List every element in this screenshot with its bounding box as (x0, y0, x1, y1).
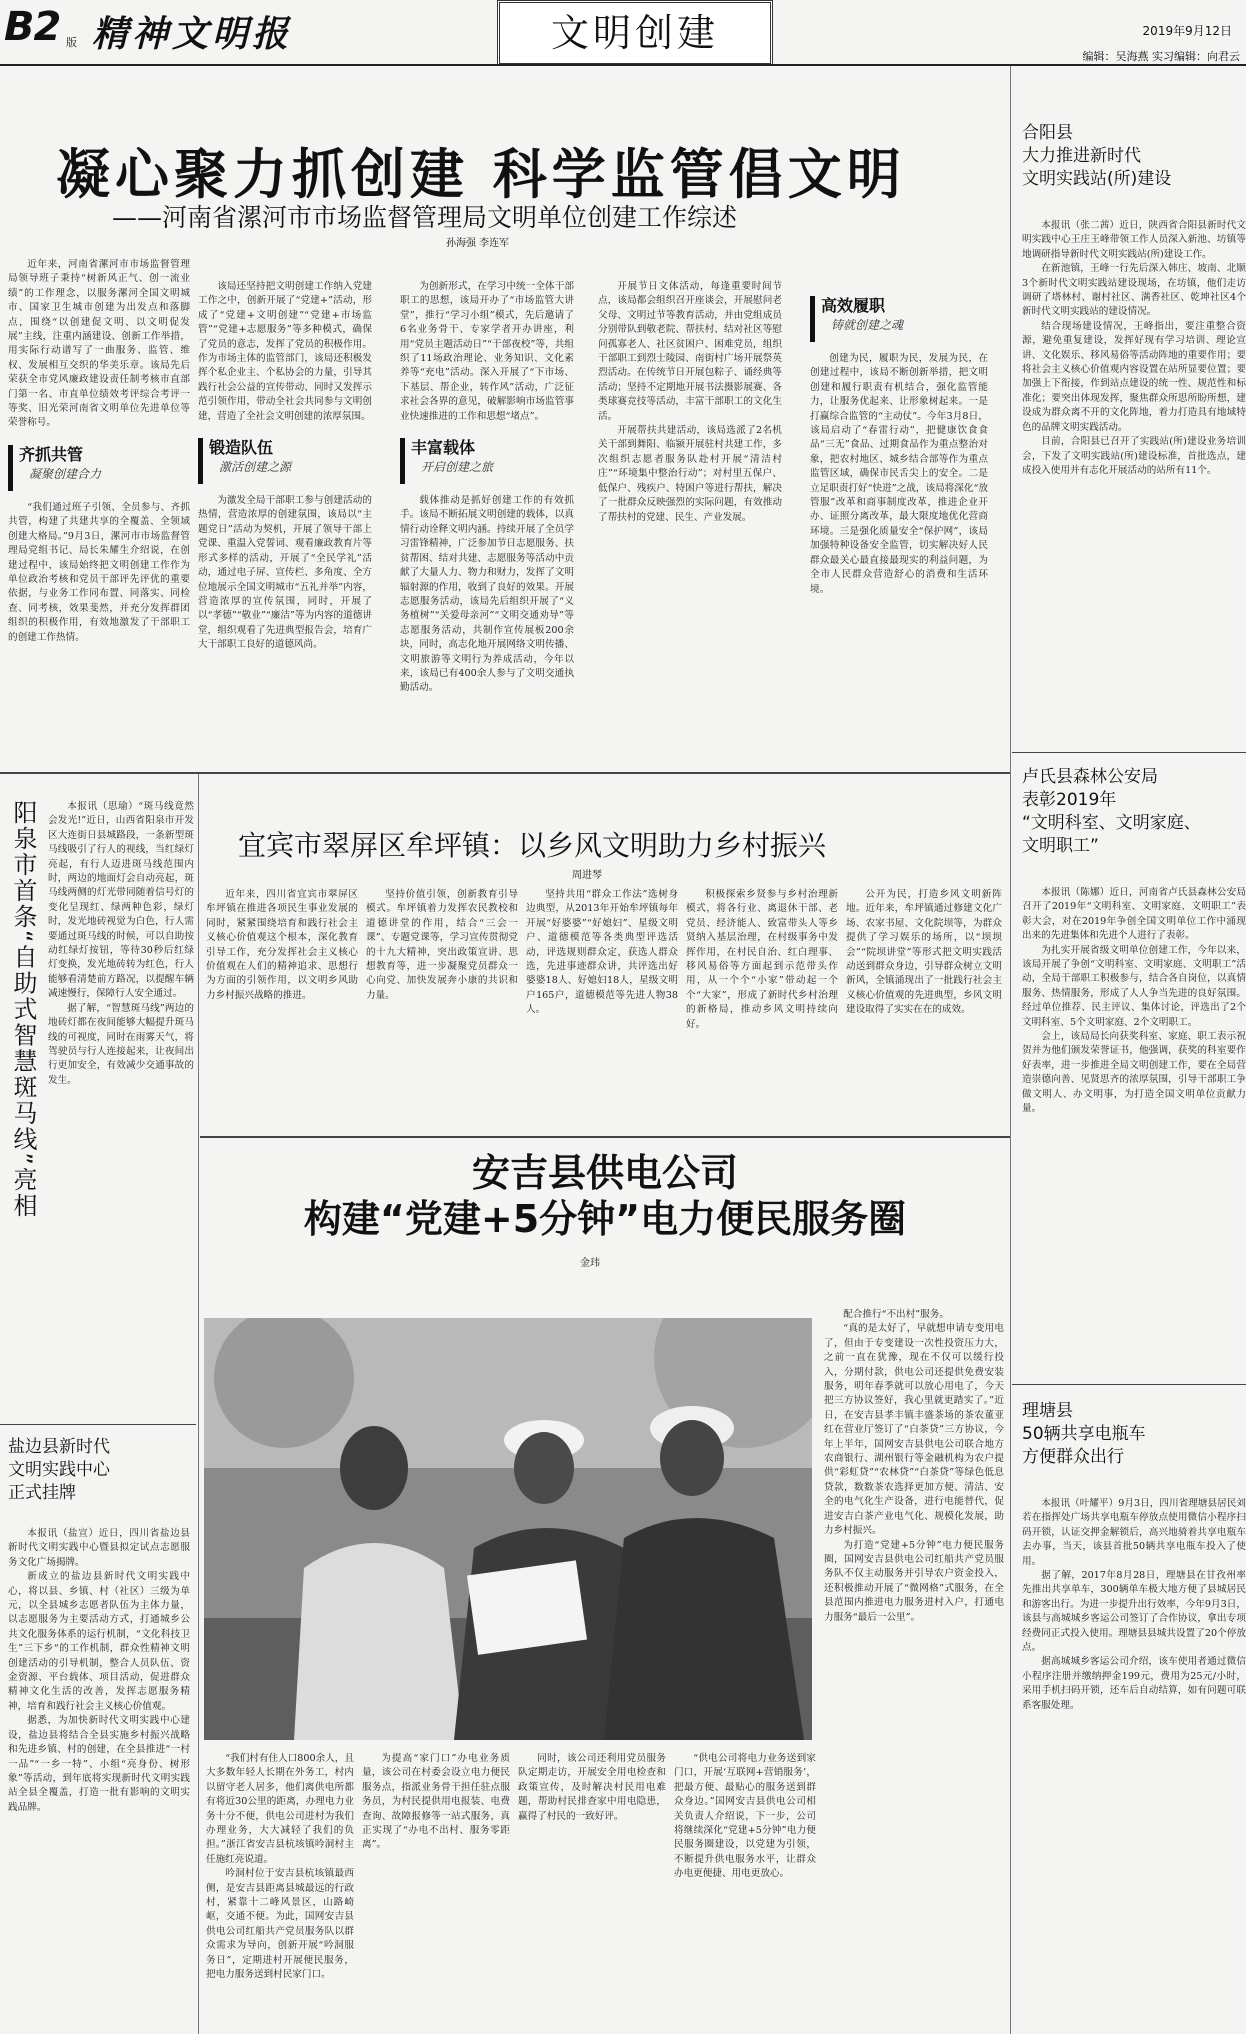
right-brief-3 (1022, 1400, 1246, 1713)
paragraph: 据了解，“智慧斑马线”两边的地砖灯都在夜间能够大幅提升斑马线的可视度，同时在雨雾天气，将驾驶员与行人连接起来，让夜间出行更加安全，有效减少交通事故的发生。 (48, 1002, 194, 1086)
paragraph: 坚持共用“群众工作法”选树身边典型，从2013年开始牟坪镇每年开展“好婆婆”“好媳妇”、星级文明户、道德模范等各类典型评选活动，评选规则群众定，获选人群众选，先进事迹群众讲，共评选出好婆婆18人、好媳妇18人，星级文明户165户，道德模范等先进人物38人。 (526, 889, 678, 1016)
paragraph: 结合现场建设情况，王峰指出，要注重整合资源，避免重复建设，发挥好现有学习培训、理论宣讲、文化娱乐、移风易俗等活动阵地的重要作用；要将社会主义核心价值观内容设置在站所显要位置；要加强上下衔接，作到站点建设的统一性、规范性和标准化；要突出体现发挥，聚焦群众所思所盼所想，建设成为群众离不开的文化阵地，着力打造具有地域特色的品牌文明实践活动。 (1022, 320, 1246, 433)
brief-divider (1012, 752, 1246, 753)
lead-column-1 (8, 258, 190, 645)
subhead-sub: 凝聚创建合力 (29, 466, 102, 481)
paragraph: 近年来，四川省宜宾市翠屏区牟坪镇在推进各项民生事业发展的同时，紧紧围绕培育和践行社会主义核心价值观这个根本，深化教育引导工作，充分发挥社会主义核心价值观在人们的精神追求、思想行为方面的引领作用，以文明乡风助力乡村振兴战略的推进。 (206, 889, 358, 1001)
third-headline-line-1: 安吉县供电公司 (471, 1151, 738, 1195)
third-column-top (824, 1308, 1004, 1625)
editors-credit: 编辑：吴海燕 实习编辑：向君云 (1082, 50, 1240, 63)
subhead-sub: 铸就创建之魂 (831, 318, 904, 332)
paragraph: 据高城城乡客运公司介绍，该车使用者通过微信小程序注册并缴纳押金199元，费用为25元/小时，采用手机扫码开锁，还车后自动结算，如有问题可联系客服处理。 (1022, 1656, 1246, 1711)
paragraph: 会上，该局局长向获奖科室、家庭、职工表示祝贺并为他们颁发荣誉证书，他强调，获奖的科室要作好表率，进一步推进全局文明创建工作，要在全局营造崇德向善、见贤思齐的浓厚氛围，引导干部职工争做文明人、办文明事，为打造全国文明单位贡献力量。 (1022, 1031, 1246, 1115)
paragraph: 新成立的盐边县新时代文明实践中心，将以县、乡镇、村（社区）三级为单元，以全县城乡志愿者队伍为主体力量，以志愿服务为主要活动方式，打通城乡公共文化服务体系的运行机制，“文化科技卫生”三下乡“的工作机制，群众性精神文明创建活动的引导机制，整合人员队伍、资金资源、平台载体、项目活动，促进群众精神文化生活的改善，发挥志愿服务精神，培育和践行社会主义核心价值观。 (8, 1571, 190, 1712)
subhead-title: 锻造队伍 (209, 438, 274, 458)
paragraph: 配合推行“不出村”服务。 (843, 1309, 949, 1320)
lead-subheadline: ——河南省漯河市市场监督管理局文明单位创建工作综述 (112, 203, 738, 232)
paragraph: 开展节日文体活动，每逢重要时间节点，该局都会组织召开座谈会，开展慰问老父母、文明过节等教育活动，并由党组成员分别带队到敬老院、帮扶村、结对社区等慰问孤寡老人、社区贫困户、困难党员，组织干部职工到烈士陵园、南街村广场开展祭英烈活动。在传统节日开展包粽子、诵经典等活动；坚持不定期地开展书法摄影展赛、各类球赛竞技等活动，丰富干部职工的文化生活。 (598, 281, 782, 422)
photo-illustration (204, 1318, 812, 1740)
brief-body (1022, 1497, 1246, 1713)
column-rule (1010, 66, 1011, 2034)
third-column-3 (518, 1752, 666, 1824)
paragraph: 本报讯（陈娜）近日，河南省卢氏县森林公安局召开了2019年“文明科室、文明家庭、文明职工”表彰大会，对在2019年争创全国文明单位工作中涌现出来的先进集体和先进个人进行了表彰。 (1022, 887, 1246, 942)
right-brief-1 (1022, 122, 1246, 478)
issue-date: 2019年9月12日 (1142, 24, 1232, 38)
subhead (8, 445, 190, 491)
second-byline: 周进琴 (572, 870, 602, 881)
lead-column-4 (598, 280, 782, 525)
paragraph: 同时，该公司还利用党员服务队定期走访，开展安全用电检查和政策宣传，及时解决村民用电难题，帮助村民排查家中用电隐患，赢得了村民的一致好评。 (518, 1753, 666, 1822)
third-headline-line-2: 构建“党建+5分钟”电力便民服务圈 (303, 1197, 907, 1241)
second-column-5 (846, 888, 1002, 1018)
second-column-1 (206, 888, 358, 1003)
subhead (198, 438, 372, 484)
subhead-sub: 开启创建之旅 (421, 460, 494, 475)
paragraph: 积极探索乡贤参与乡村治理新模式，将各行业、离退休干部、老党员、经济能人、致富带头人等乡贤纳入基层治理，在村级事务中发挥作用，在村民自治、红白理事、移风易俗等方面起到示范带头作用，从一个个“小家”带动起一个个“大家”，形成了新时代乡村治理的新格局，推动乡风文明持续向好。 (686, 889, 838, 1030)
brief-divider (1012, 1384, 1246, 1385)
paragraph: 本报讯（叶耀平）9月3日，四川省理塘县居民刘若在指挥处广场共享电瓶车停放点使用微信小程序扫码开锁，认证交押金解锁后，高兴地骑着共享电瓶车去办事，当天，该县首批50辆共享电瓶车投入了使用。 (1022, 1498, 1246, 1567)
paragraph: 据悉，为加快新时代文明实践中心建设，盐边县将结合全县实施乡村振兴战略和先进乡镇、村的创建，在全县推进“一村一品”“一乡一特”、小组“亮身份、树形象”等活动，到年底将实现新时代文明实践站全县全覆盖，打造一批有影响的文明实践品牌。 (8, 1715, 190, 1813)
second-headline: 宜宾市翠屏区牟坪镇：以乡风文明助力乡村振兴 (238, 829, 827, 862)
paragraph: 本报讯（张二茜）近日，陕西省合阳县新时代文明实践中心王庄王峰带领工作人员深入新池、坊镇等地调研指导新时代文明实践站(所)建设工作。 (1022, 220, 1246, 260)
subhead-sub: 激活创建之源 (219, 460, 292, 475)
second-column-3 (526, 888, 678, 1018)
paragraph: 近年来，河南省漯河市市场监督管理局领导班子秉持“树新风正气、创一流业绩”的工作理念，以服务漯河全国文明城市、国家卫生城市创建为出发点和落脚点，围绕“以创建促文明、以文明促发展”主线，注重内涵建设、创新工作举措，用实际行动谱写了一曲服务、监管、维权、发展相互交织的华美乐章。该局先后荣获全市党风廉政建设责任制考核市直部门第一名、市直单位绩效考评综合考评一等奖、旧光荣河南省文明单位先进单位等荣誉称号。 (8, 259, 190, 429)
brief-divider (0, 1424, 196, 1425)
subhead (400, 438, 574, 484)
paragraph: 在新池镇，王峰一行先后深入韩庄、坡南、北顺3个新时代文明实践站建设现场，在坊镇，他们走访调研了塔林村、谢村社区、满香社区、乾坤社区4个新时代文明实践站的建设情况。 (1022, 263, 1246, 318)
paragraph: 为创新形式，在学习中统一全体干部职工的思想，该局开办了“市场监管大讲堂”，推行“学习小组”模式，先后邀请了6名业务骨干、专家学者开办讲座，利用“党员主题活动日”“干部夜校”等，共组织了11场政治理论、业务知识、文化素养等“充电”活动。深入开展了“下市场、下基层、帮企业，转作风”活动，广泛征求社会各界的意见，破解影响市场监管事业快速推进的工作和思想“堵点”。 (400, 281, 574, 422)
subhead-title: 齐抓共管 (19, 444, 84, 464)
subhead-title: 丰富载体 (411, 438, 476, 458)
brief-headline: 卢氏县森林公安局 表彰2019年 “文明科室、文明家庭、 文明职工” (1022, 767, 1201, 856)
second-column-4 (686, 888, 838, 1032)
lead-column-2 (198, 280, 372, 653)
second-column-2 (366, 888, 518, 1003)
masthead-rule (0, 64, 1246, 66)
third-column-2 (362, 1752, 510, 1853)
paragraph: “我们通过班子引领、全员参与、齐抓共管，构建了共建共享的全覆盖、全领域创建大格局。”9月3日，漯河市市场监督管理局党组书记、局长朱耀生介绍说，在创建过程中，该局始终把文明创建工作作为单位政治考核和党员干部评先评优的重要依据，与业务工作同布置、同落实、同检查、同考核，效果斐然，并充分发挥群团组织的积极作用，有效地激发了干部职工的创建工作热情。 (8, 501, 190, 643)
paragraph: “真的是太好了，早就想申请专变用电了，但由于专变建设一次性投资压力大，之前一直在犹豫，现在不仅可以缓行投入，分期付款，供电公司还提供免费安装服务，明年春季就可以放心用电了，今天把三方协议签好，我心里就更踏实了。”近日，在安吉县孝丰镇丰盛茶场的茶农董亚红在营业厅签订了“白茶贷”三方协议，今年上半年，国网安吉县供电公司联合地方农商银行、湖州银行等金融机构为农户提供“彩虹贷”“农林贷”“白茶贷”等绿色低息贷款，数数茶农选择更加方便、清洁、安全的电气化生产设备，进行电能替代，促进安吉白茶产业电气化、规模化发展，助力乡村振兴。 (824, 1323, 1004, 1537)
third-column-1 (206, 1752, 354, 1983)
paragraph: 载体推动是抓好创建工作的有效抓手。该局不断拓展文明创建的载体，以真情行动诠释文明内涵。持续开展了全员学习雷锋精神，广泛参加节日志愿服务、扶贫帮困、结对共建、志愿服务等活动中贡献了大量人力、物力和财力，发挥了文明辐射源的作用，收到了良好的效果。开展志愿服务活动，该局先后组织开展了“义务植树”“关爱母亲河”“文明交通劝导”等志愿服务活动，共制作宣传展板200余块，同时，高志化地开展网络文明传播、文明旅游等文明行为养成活动，今年以来，该局已有400余人参与了文明交通执勤活动。 (400, 495, 574, 694)
paragraph: “供电公司将电力业务送到家门口，开展‘互联网+营销服务’，把最方便、最贴心的服务送到群众身边。”国网安吉县供电公司相关负责人介绍说，下一步，公司将继续深化“党建+5分钟”电力便民服务圈建设，以党建为引领，不断提升供电服务水平，让群众办电更便捷、用电更放心。 (674, 1753, 816, 1880)
paragraph: “我们村有住人口800余人，且大多数年轻人长期在外务工，村内以留守老人居多，他们离供电所都有将近30公里的距离，办理电力业务十分不便，供电公司进村为我们办理业务，大大减轻了我们的负担。”浙江省安吉县杭垓镇吟洞村主任施红亮说道。 (206, 1753, 354, 1865)
paragraph: 公开为民，打造乡风文明新阵地。近年来，牟坪镇通过修建文化广场、农家书屋、文化院坝等，为群众提供了学习娱乐的场所，以“坝坝会”“院坝讲堂”等形式把文明实践活动送到群众身边，引导群众树立文明新风，全镇涌现出了一批践行社会主义核心价值观的先进典型，乡风文明建设取得了实实在在的成效。 (846, 889, 1002, 1016)
section-divider (0, 772, 1010, 774)
paragraph: 为提高“家门口”办电业务质量，该公司在村委会设立电力便民服务点，指派业务骨干担任驻点服务员，为村民提供用电报装、电费查询、故障报修等一站式服务，真正实现了“办电不出村、服务零距离”。 (362, 1753, 510, 1851)
section-title: 文明创建 (497, 0, 773, 66)
brief-body (8, 1527, 190, 1815)
section-divider (200, 1136, 1010, 1138)
paragraph: 本报讯（思瑜）“斑马线竟然会发光!”近日，山西省阳泉市开发区大连街日县城路段，一条新型斑马线吸引了行人的视线，当红绿灯亮起，有行人迈进斑马线范围内时，两边的地面灯会自动亮起，斑马线两侧的灯光带同随着信号灯的变化呈现红、绿两种色彩，绿灯时，发光地砖视觉为白色，行人需要通过斑马线的时候，可以自助按动红绿灯按钮，等待30秒后红绿灯变换，发光地砖转为红色，行人能够看清楚前方路况，以提醒车辆减速慢行，保障行人安全通过。 (48, 801, 194, 1000)
news-photo (204, 1318, 812, 1740)
paragraph: 创建为民，履职为民，发展为民，在创建过程中，该局不断创新举措，把文明创建和履行职责有机结合，强化监管能力，让服务优起来、让形象树起来。一是打赢综合监管的“主动仗”。今年3月8日，该局启动了“春雷行动”，把健康饮食食品“三无”食品、过期食品作为重点整治对象，把农村地区、城乡结合部等作为重点监管区域，确保市民舌尖上的安全。二是立足职责打好“快进”之战，该局将深化“放管服”改革和商事制度改革，推进企业开办、证照分离改革，最大限度地优化营商环境。三是强化质量安全“保护网”，该局加强特种设备安全监管，切实解决好人民群众最关心最直接最现实的利益问题，为全市人民群众营造舒心的消费和生活环境。 (810, 353, 988, 595)
lead-byline: 孙海强 李连军 (446, 238, 510, 249)
paragraph: 本报讯（盐宣）近日，四川省盐边县新时代文明实践中心暨县拟定试点志愿服务文化广场揭牌。 (8, 1528, 190, 1568)
paragraph: 吟洞村位于安吉县杭垓镇最西侧，是安吉县距离县城最远的行政村，紧靠十二峰风景区，山路崎岖，交通不便。为此，国网安吉县供电公司红船共产党员服务队以群众需求为导向，创新开展“吟洞服务日”，定期进村开展便民服务，把电力服务送到村民家门口。 (206, 1868, 354, 1981)
subhead-title: 高效履职 (821, 296, 886, 315)
subhead (810, 296, 988, 342)
right-brief-2 (1022, 766, 1246, 1117)
paragraph: 据了解，2017年8月28日，理塘县在甘孜州率先推出共享单车，300辆单车极大地方便了县城居民和游客出行。为进一步提升出行效率，今年9月3日，该县与高城城乡客运公司签订了合作协议，拿出专项经费同正式投入使用。理塘县县城共设置了20个停放点。 (1022, 1570, 1246, 1654)
left-brief-2 (8, 1436, 190, 1815)
third-headline (200, 1150, 1010, 1242)
brief-headline: 理塘县 50辆共享电瓶车 方便群众出行 (1022, 1401, 1146, 1467)
page-number: B2 (4, 4, 61, 50)
column-rule (198, 774, 199, 2034)
paragraph: 开展帮扶共建活动，该局选派了2名机关干部到舞阳、临颍开展驻村共建工作，多次组织志愿者服务队赴村开展“清洁村庄”“环境集中整治行动”；对村里五保户、低保户、残疾户、特困户等进行帮扶，解决了一批群众反映强烈的实际问题，有效推动了帮扶村的党建、民生、产业发展。 (598, 425, 782, 523)
paragraph: 目前，合阳县已召开了实践站(所)建设业务培训会，下发了文明实践站(所)建设标准，首批选点，建成投入使用并有志化开展活动的站所有11个。 (1022, 436, 1246, 476)
page-number-suffix: 版 (66, 36, 77, 49)
newspaper-logo: 精神文明报 (92, 13, 293, 55)
paragraph: 该局还坚持把文明创建工作纳入党建工作之中，创新开展了“党建+”活动，形成了“党建+文明创建”“党建+市场监管”“党建+志愿服务”等多种模式，确保了党员的意志，发挥了党员的积极作用。作为市场主体的监管部门，该局还积极发挥个私企业主、个私协会的力量，引导其践行社会公益的宣传带动、同时又发挥示范引领作用，带动全社会共同参与文明创建，营造了全社会文明创建的浓厚氛围。 (198, 281, 372, 422)
lead-column-5 (810, 296, 988, 597)
brief-body (1022, 886, 1246, 1117)
paragraph: 为打造“党建+5分钟”电力便民服务圈，国网安吉县供电公司红船共产党员服务队不仅主动服务并引导农户资金投入，还积极推动开展了“微网格”式服务，在全县范围内推进电力服务进村入户，打通电力服务“最后一公里”。 (824, 1539, 1004, 1623)
brief-headline: 合阳县 大力推进新时代 文明实践站(所)建设 (1022, 123, 1172, 189)
paragraph: 为扎实开展省级文明单位创建工作，今年以来，该局开展了争创“文明科室、文明家庭、文明职工”活动，全局干部职工积极参与，结合各自岗位，以真情服务、热情服务，形成了人人争当先进的良好氛围。经过单位推荐、民主评议、集体讨论，评选出了2个文明科室、5个文明家庭、2个文明职工。 (1022, 944, 1246, 1028)
lead-column-3 (400, 280, 574, 696)
brief-body (1022, 219, 1246, 478)
left-brief-1-headline: 阳泉市首条“自助式智慧斑马线”亮相 (9, 800, 37, 1219)
paragraph: 坚持价值引领，创新教育引导模式。牟坪镇着力发挥农民教校和道德讲堂的作用，结合“三会一课”、专题党课等，学习宣传贯彻党的十九大精神，突出政策宣讲、思想教育等，进一步凝聚党员群众一心向党、加快发展奔小康的共识和力量。 (366, 889, 518, 1001)
left-brief-1-body (48, 800, 194, 1088)
paragraph: 为激发全局干部职工参与创建活动的热情，营造浓厚的创建氛围，该局以“主题党日”活动为契机，开展了领导干部上党课、重温入党誓词、观看廉政教育片等形式多样的活动，开展了“全民学礼”活动，通过电子屏、宣传栏、多角度、全方位地展示全国文明城市“五礼并举”内容，营造浓厚的宣传氛围，同时，开展了以“孝德”“敬业”“廉洁”等为内容的道德讲堂，组织观看了先进典型报告会，培育广大干部职工良好的道德风尚。 (198, 495, 372, 651)
third-column-4 (674, 1752, 816, 1882)
brief-headline: 盐边县新时代 文明实践中心 正式挂牌 (8, 1437, 110, 1503)
third-byline: 金玮 (580, 1258, 600, 1269)
lead-headline: 凝心聚力抓创建 科学监管倡文明 (56, 143, 906, 206)
